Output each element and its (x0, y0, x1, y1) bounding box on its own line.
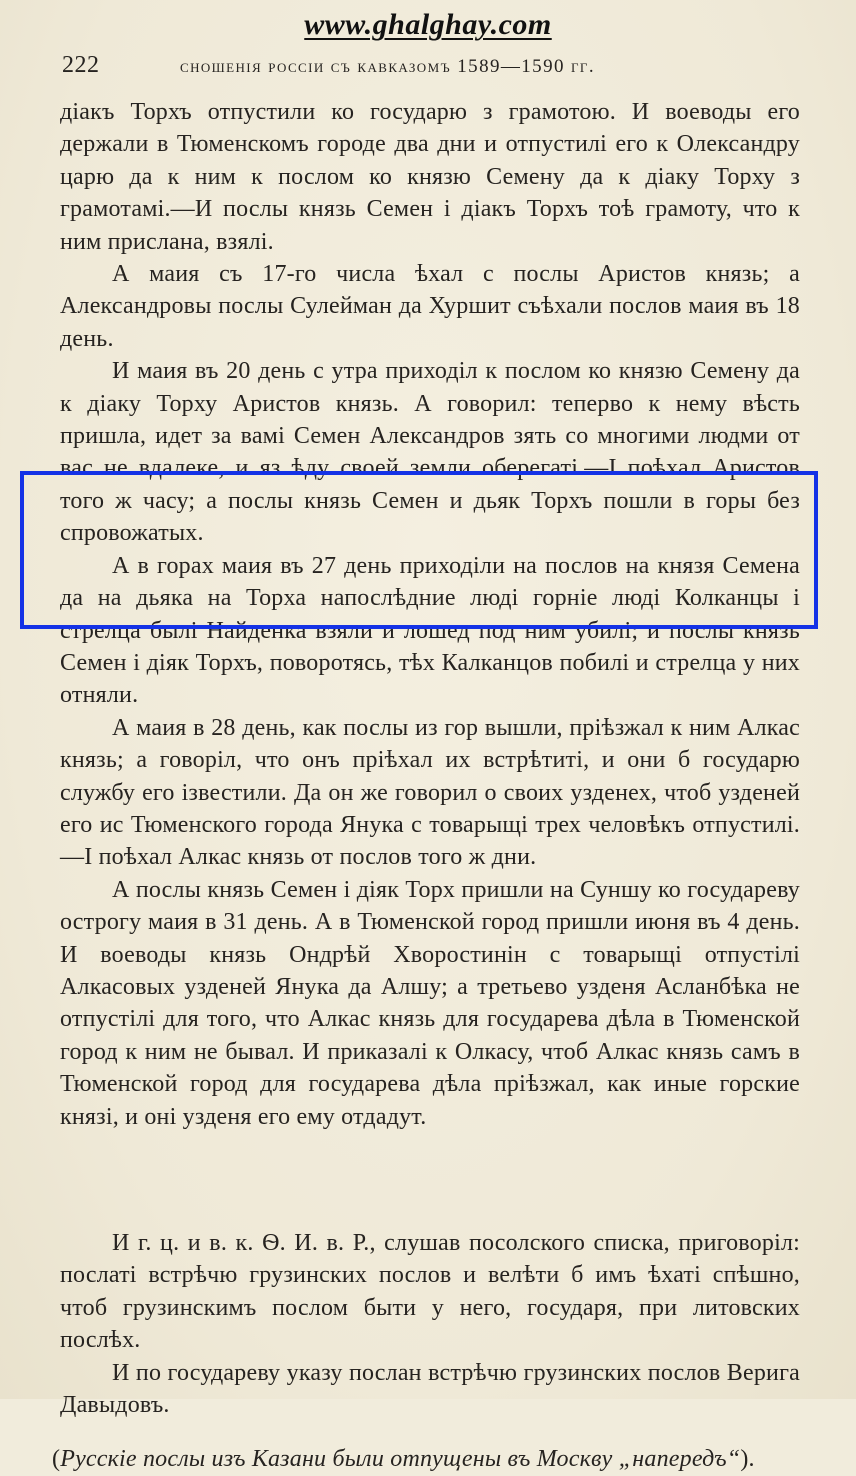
paragraph: А маия съ 17-го числа ѣхал с послы Аристов князь; а Александровы послы Сулейман да Хуршит съѣхали послов маия въ 18 день. (60, 261, 800, 352)
note-text: Русскіе послы изъ Казани были отпущены въ Москву „напередъ“ (60, 1446, 741, 1473)
section-gap (60, 1421, 800, 1443)
note-close-paren: ). (740, 1446, 755, 1473)
body-text (52, 96, 800, 1476)
paragraph: А послы князь Семен і діяк Торх пришли на Суншу ко государеву острогу маия в 31 день. А в Тюменской город пришли июня въ 4 день. И воеводы князь Ондрѣй Хворостинін с товарыщі отпустілі Алкасовых узденей Янука да Алшу; а третьево узденя Асланбѣка не отпустілі для того, что Алкас князь для государева дѣла в Тюменской город к ним не бывал. И приказалі к Олкасу, чтоб Алкас князь самъ в Тюменской город для государева дѣла пріѣзжал, как иные горские князі, и оні узденя его ему отдадут. (60, 876, 800, 1130)
page-number: 222 (62, 52, 100, 78)
highlight-box (20, 471, 818, 629)
paragraph: И маия въ 20 день с утра приходіл к послом ко князю Семену да к діаку Торху Аристов князь. А говорил: теперво к нему вѣсть пришла, идет за вамі Семен Александров зять со многими людми от вас не вдалеке, и яз ѣду своей земли оберегаті.—І поѣхал Аристов того ж часу; а послы князь Семен и дьяк Торхъ пошли в горы без спровожатых. (60, 358, 800, 547)
highlighted-paragraph: А в горах маия въ 27 день приходіли на послов на князя Семена да на дьяка на Торха напослѣдние люді горніе люді Колканцы і стрелца былі Найденка взяли и лошед под ним убилі; и послы князь Семен і діяк Торхъ, поворотясь, тѣх Калканцов побилі и стрелца у них отняли. (60, 552, 800, 709)
section-gap (60, 1133, 800, 1227)
running-head: сношенія россіи съ кавказомъ 1589—1590 гг. (180, 56, 595, 77)
note-open-paren: ( (52, 1446, 61, 1473)
paragraph: И г. ц. и в. к. Ѳ. И. в. Р., слушав посолского списка, приговоріл: послаті встрѣчю грузинских послов и велѣти б имъ ѣхаті спѣшно, чтоб грузинскимъ послом быти у него, государя, при литовских послѣх. (60, 1230, 800, 1354)
page-header (62, 52, 802, 84)
paragraph: діакъ Торхъ отпустили ко государю з грамотою. И воеводы его держали в Тюменскомъ городе два дни и отпустилі его к Олександру царю да к ним к послом ко князю Семену да к діаку Торху з грамотамі.—И послы князь Семен і діакъ Торхъ тоѣ грамоту, что к ним прислана, взялі. (60, 99, 800, 255)
site-watermark: www.ghalghay.com (304, 8, 552, 41)
italic-note (52, 1443, 800, 1475)
paragraph: И по государеву указу послан встрѣчю грузинских послов Верига Давыдовъ. (60, 1359, 800, 1419)
paragraph: А маия в 28 день, как послы из гор вышли, пріѣзжал к ним Алкас князь; а говоріл, что онъ пріѣхал их встрѣтиті, и они б государю службу его ізвестили. Да он же говорил о своих узденех, чтоб узденей его ис Тюменского города Янука с товарыщі трех человѣкъ отпустилі.—І поѣхал Алкас князь от послов того ж дни. (60, 714, 800, 871)
